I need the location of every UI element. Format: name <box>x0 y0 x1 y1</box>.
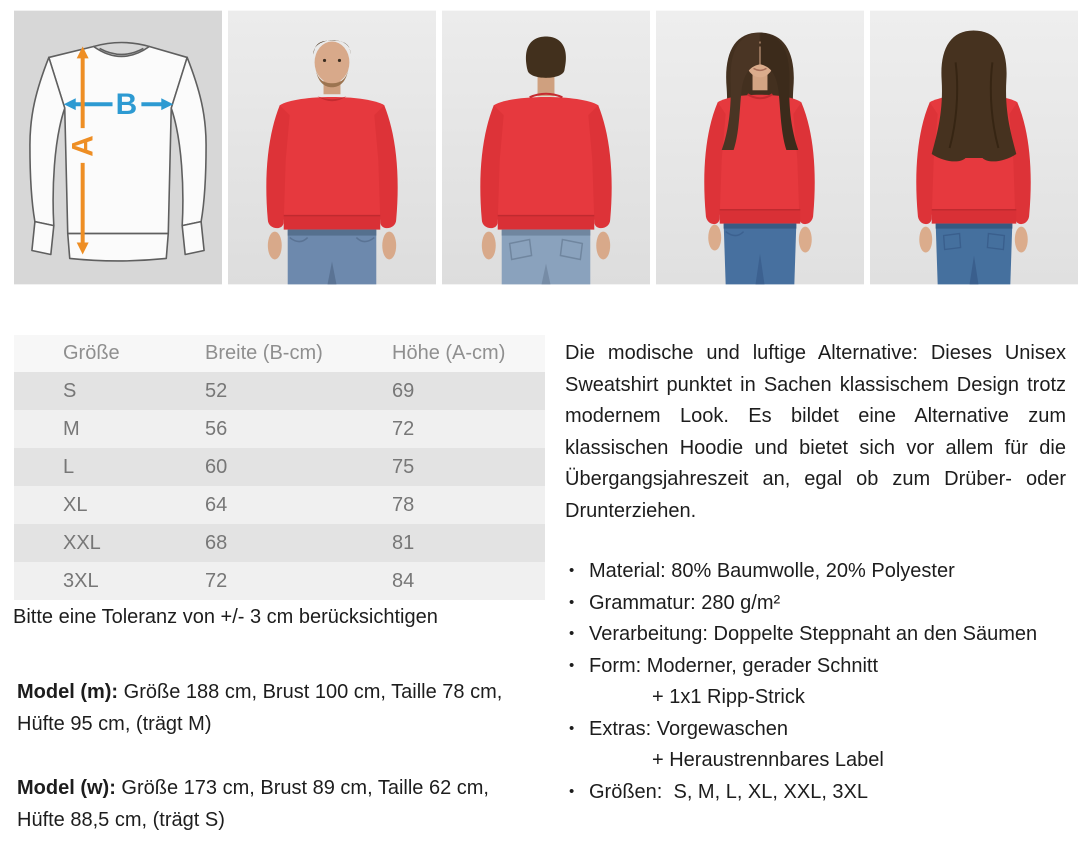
cell-size: XXL <box>63 531 101 554</box>
right-hand <box>382 232 396 260</box>
sweatshirt <box>704 94 814 224</box>
tolerance-note: Bitte eine Toleranz von +/- 3 cm berücksichtigen <box>13 606 438 628</box>
feature-groessen: Größen: S, M, L, XL, XXL, 3XL <box>589 780 869 803</box>
right-hand <box>1015 227 1028 253</box>
product-image-gallery <box>14 10 1078 285</box>
cell-breite: 60 <box>205 455 228 478</box>
table-row <box>14 410 545 448</box>
left-hand <box>708 225 721 251</box>
list-item <box>565 556 1070 588</box>
width-label: B <box>115 88 138 122</box>
list-item <box>565 651 1070 683</box>
bullet-icon: • <box>569 562 575 579</box>
hair <box>526 37 566 78</box>
model-m-text: Größe 188 cm, Brust 100 cm, Taille 78 cm, Hüfte 95 cm, (trägt M) <box>17 681 503 735</box>
list-item-continuation <box>565 745 1070 777</box>
col-header-hoehe: Höhe (A-cm) <box>392 342 506 364</box>
left-hand <box>919 227 932 253</box>
gallery-image-model-female-back[interactable] <box>870 10 1078 285</box>
list-item <box>565 714 1070 746</box>
bullet-icon: • <box>569 719 575 737</box>
list-item-continuation <box>565 682 1070 714</box>
gallery-image-model-male-back[interactable] <box>442 10 650 285</box>
right-hand <box>596 232 610 260</box>
left-hand <box>482 232 496 260</box>
size-table <box>14 335 545 600</box>
jeans <box>724 224 797 285</box>
cell-hoehe: 81 <box>392 531 415 554</box>
product-feature-list <box>565 556 1070 808</box>
cell-breite: 68 <box>205 531 228 554</box>
col-header-breite: Breite (B-cm) <box>205 342 323 364</box>
feature-grammatur: Grammatur: 280 g/m² <box>589 591 781 614</box>
model-w-label: Model (w): <box>17 777 116 799</box>
bullet-icon: • <box>569 625 575 642</box>
cell-size: S <box>63 379 77 402</box>
cell-hoehe: 84 <box>392 569 415 592</box>
height-label: A <box>66 135 100 157</box>
list-item <box>565 619 1070 651</box>
model-female-front-photo <box>656 10 864 285</box>
model-male-front-photo <box>228 10 436 285</box>
list-item <box>565 588 1070 620</box>
face <box>315 42 350 84</box>
cell-size: M <box>63 417 80 440</box>
table-row <box>14 448 545 486</box>
cell-hoehe: 78 <box>392 493 415 516</box>
gallery-image-size-diagram[interactable] <box>14 10 222 285</box>
list-item <box>565 777 1070 809</box>
model-m-info <box>17 676 541 740</box>
col-header-groesse: Größe <box>63 342 120 364</box>
gallery-image-model-female-front[interactable] <box>656 10 864 285</box>
bullet-icon: • <box>569 782 575 800</box>
bullet-icon: • <box>569 656 575 674</box>
model-w-text: Größe 173 cm, Brust 89 cm, Taille 62 cm, Hüfte 88,5 cm, (trägt S) <box>17 777 489 831</box>
sweatshirt <box>266 96 397 229</box>
table-row <box>14 562 545 600</box>
table-row <box>14 524 545 562</box>
cell-size: 3XL <box>63 569 99 592</box>
model-w-info <box>17 772 541 836</box>
bullet-icon: • <box>569 593 575 611</box>
cell-breite: 56 <box>205 417 228 440</box>
left-hand <box>268 232 282 260</box>
jeans <box>936 224 1013 285</box>
model-female-back-photo <box>870 10 1078 285</box>
feature-extras-extra: + Heraustrennbares Label <box>652 749 884 771</box>
right-hand <box>799 227 812 253</box>
gallery-image-model-male-front[interactable] <box>228 10 436 285</box>
model-m-label: Model (m): <box>17 681 119 703</box>
table-row <box>14 372 545 410</box>
feature-form: Form: Moderner, gerader Schnitt <box>589 654 879 677</box>
feature-extras: Extras: Vorgewaschen <box>589 717 788 740</box>
cell-hoehe: 72 <box>392 417 415 440</box>
product-description: Die modische und luftige Alternative: Dieses Unisex Sweatshirt punktet in Sachen klassischem Design trotz modernem Look. Es bildet eine Alternative zum klassischen Hoodie und bietet sich vor allem für die Übergangsjahreszeit an, egal ob zum Drüber- oder Drunterziehen. <box>565 342 1066 522</box>
feature-verarbeitung: Verarbeitung: Doppelte Steppnaht an den Säumen <box>589 623 1038 645</box>
jeans <box>288 230 377 285</box>
jeans <box>502 230 591 285</box>
cell-size: L <box>63 455 75 478</box>
cell-hoehe: 69 <box>392 379 415 402</box>
size-table-header <box>14 335 545 372</box>
cell-breite: 52 <box>205 379 228 402</box>
feature-form-extra: + 1x1 Ripp-Strick <box>652 686 805 708</box>
cell-size: XL <box>63 493 88 516</box>
feature-material: Material: 80% Baumwolle, 20% Polyester <box>589 560 955 582</box>
table-row <box>14 486 545 524</box>
cell-hoehe: 75 <box>392 455 415 478</box>
size-diagram-illustration <box>14 10 222 285</box>
cell-breite: 64 <box>205 493 228 516</box>
cell-breite: 72 <box>205 569 228 592</box>
model-male-back-photo <box>442 10 650 285</box>
sweatshirt <box>480 94 611 230</box>
